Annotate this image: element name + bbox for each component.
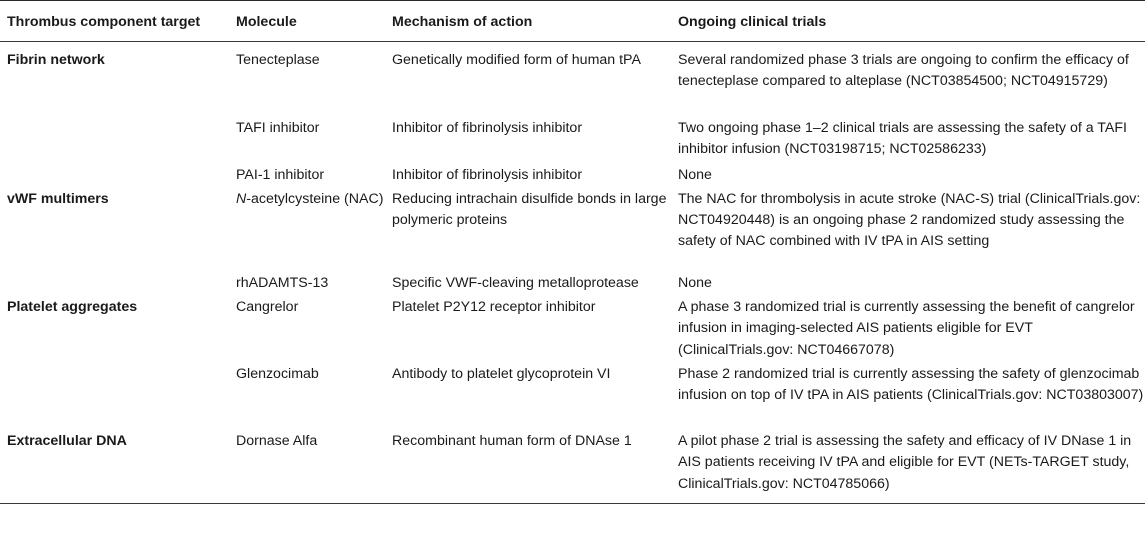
molecule-cell: TAFI inhibitor	[236, 120, 320, 136]
table-row	[0, 270, 1145, 294]
target-cell	[0, 270, 236, 294]
molecule-cell	[236, 186, 392, 270]
target-cell: vWF multimers	[7, 190, 109, 207]
header-molecule: Molecule	[236, 1, 392, 42]
mechanism-cell: Inhibitor of fibrinolysis inhibitor	[392, 120, 583, 136]
table-header	[0, 1, 1145, 42]
table-row	[0, 161, 1145, 186]
mechanism-cell: Inhibitor of fibrinolysis inhibitor	[392, 166, 583, 183]
trials-cell: Several randomized phase 3 trials are ongoing to confirm the efficacy of tenecteplase compared to alteplase (NCT03854500; NCT04915729)	[678, 52, 1129, 90]
trials-cell: A pilot phase 2 trial is assessing the safety and efficacy of IV DNase 1 in AIS patients receiving IV tPA and eligible for EVT (NETs-TARGET study, ClinicalTrials.gov: NCT04785066)	[678, 428, 1145, 504]
trials-cell: Phase 2 randomized trial is currently assessing the safety of glenzocimab infusion on top of IV tPA in AIS patients (ClinicalTrials.gov: NCT03803007)	[678, 366, 1144, 404]
target-cell: Extracellular DNA	[0, 428, 236, 504]
mechanism-cell: Platelet P2Y12 receptor inhibitor	[392, 299, 596, 316]
molecule-cell: Glenzocimab	[236, 366, 319, 383]
trials-cell: None	[678, 274, 712, 291]
molecule-cell: Cangrelor	[236, 299, 299, 316]
mechanism-cell: Genetically modified form of human tPA	[392, 52, 641, 68]
molecule-italic-prefix: N	[236, 190, 247, 207]
table-row	[0, 42, 1145, 115]
mechanism-cell: Antibody to platelet glycoprotein VI	[392, 366, 611, 383]
mechanism-cell: Recombinant human form of DNAse 1	[392, 428, 678, 504]
molecule-cell: Tenecteplase	[236, 52, 320, 68]
header-trials: Ongoing clinical trials	[678, 1, 1145, 42]
table-row	[0, 114, 1145, 161]
header-target: Thrombus component target	[0, 1, 236, 42]
table-row	[0, 361, 1145, 428]
target-cell	[0, 114, 236, 161]
target-cell	[0, 361, 236, 428]
table-body	[0, 42, 1145, 504]
target-cell	[0, 161, 236, 186]
table-row	[0, 294, 1145, 361]
molecule-name: -acetylcysteine (NAC)	[246, 190, 384, 207]
mechanism-cell: Reducing intrachain disulfide bonds in large polymeric proteins	[392, 190, 667, 229]
header-row	[0, 1, 1145, 42]
mechanism-cell: Specific VWF-cleaving metalloprotease	[392, 274, 639, 291]
molecule-cell: rhADAMTS-13	[236, 274, 329, 291]
header-mechanism: Mechanism of action	[392, 1, 678, 42]
table-row	[0, 186, 1145, 270]
table-row	[0, 428, 1145, 504]
trials-cell: The NAC for thrombolysis in acute stroke (NAC-S) trial (ClinicalTrials.gov: NCT04920448) is an ongoing phase 2 randomized study assessing the safety of NAC combined with IV tPA in AIS setting	[678, 190, 1141, 250]
target-cell: Fibrin network	[7, 52, 105, 68]
trials-cell: None	[678, 166, 712, 183]
molecule-cell: Dornase Alfa	[236, 428, 392, 504]
trials-cell: A phase 3 randomized trial is currently assessing the benefit of cangrelor infusion in imaging-selected AIS patients eligible for EVT (ClinicalTrials.gov: NCT04667078)	[678, 299, 1135, 358]
molecule-cell: PAI-1 inhibitor	[236, 166, 325, 183]
trials-cell: Two ongoing phase 1–2 clinical trials are assessing the safety of a TAFI inhibitor infusion (NCT03198715; NCT02586233)	[678, 120, 1127, 158]
target-cell: Platelet aggregates	[7, 299, 138, 316]
